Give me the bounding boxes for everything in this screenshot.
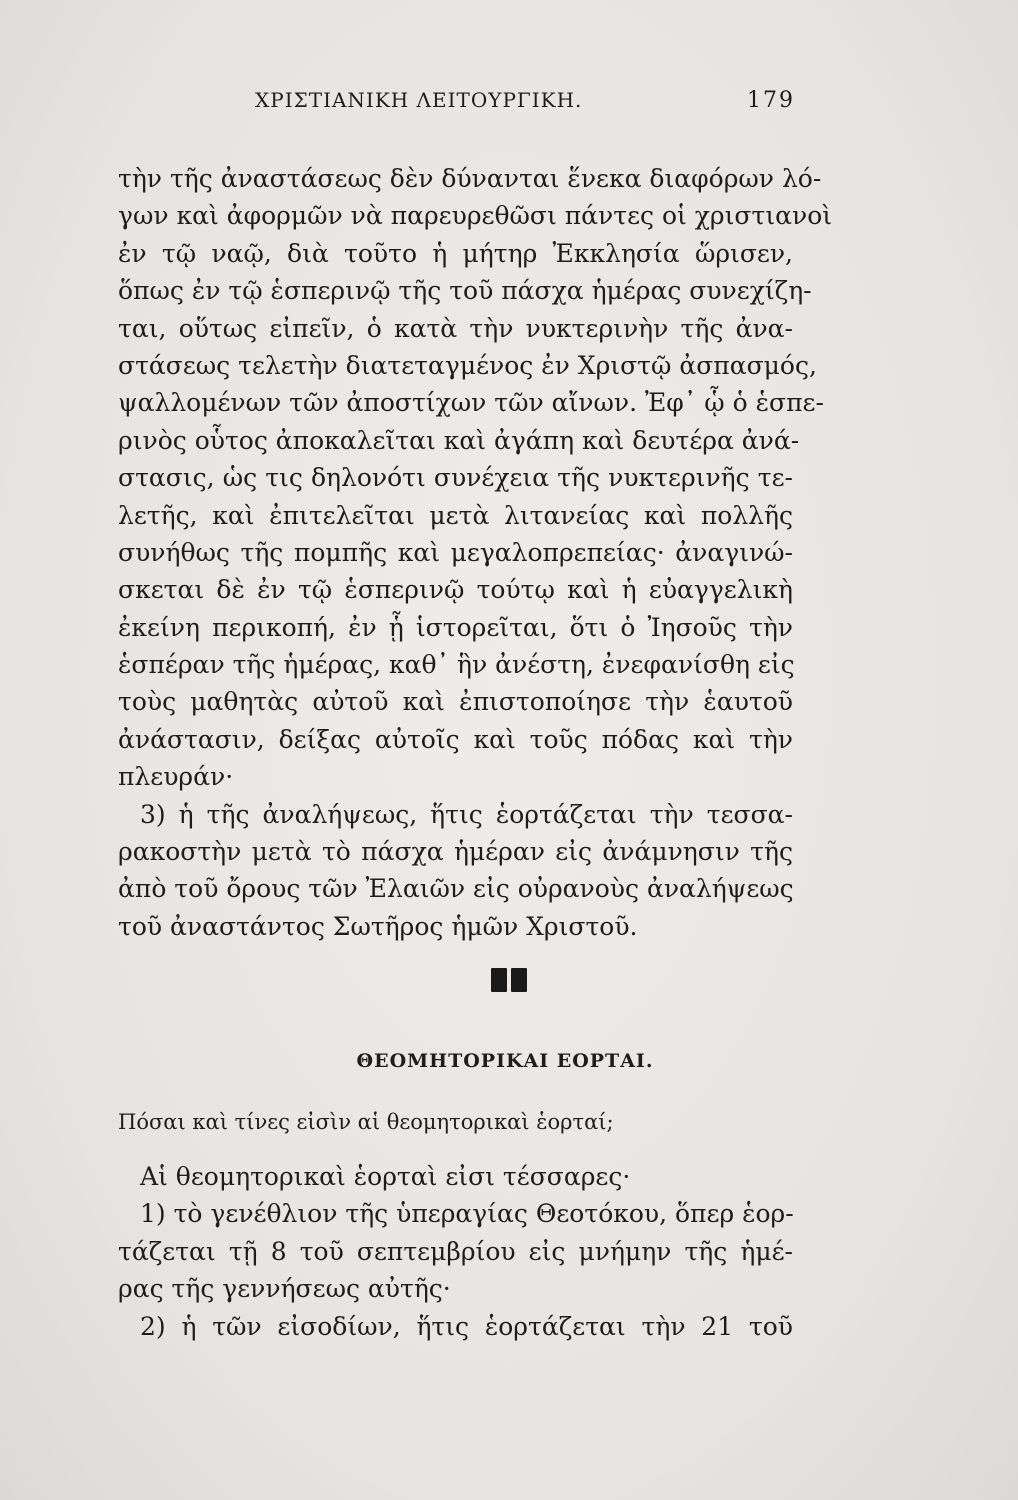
- text-line: ψαλλομένων τῶν ἀποστίχων τῶν αἴνων. Ἐφ᾽ ᾧ ὁ ἑσπε-: [118, 388, 824, 418]
- text-line: 1) τὸ γενέθλιον τῆς ὑπεραγίας Θεοτόκου, ὅπερ ἑορ-: [140, 1199, 794, 1229]
- text-line: 2) ἡ τῶν εἰσοδίων, ἥτις ἑορτάζεται τὴν 21 τοῦ: [140, 1311, 793, 1341]
- section-title: ΘΕΟΜΗΤΟΡΙΚΑΙ ΕΟΡΤΑΙ.: [356, 1050, 654, 1072]
- text-line: ἐν τῷ ναῷ, διὰ τοῦτο ἡ μήτηρ Ἐκκλησία ὥρισεν,: [118, 238, 793, 268]
- page-number: 179: [747, 88, 795, 113]
- text-line: γων καὶ ἀφορμῶν νὰ παρευρεθῶσι πάντες οἱ χριστιανοὶ: [118, 201, 833, 231]
- text-line: στασις, ὡς τις δηλονότι συνέχεια τῆς νυκτερινῆς τε-: [118, 463, 793, 493]
- text-line: 3) ἡ τῆς ἀναλήψεως, ἥτις ἑορτάζεται τὴν τεσσα-: [140, 799, 793, 829]
- text-line: ρινὸς οὗτος ἀποκαλεῖται καὶ ἀγάπη καὶ δευτέρα ἀνά-: [118, 425, 800, 455]
- text-line: ρακοστὴν μετὰ τὸ πάσχα ἡμέραν εἰς ἀνάμνησιν τῆς: [118, 837, 793, 867]
- ornament-block: [511, 968, 527, 992]
- ornament-block: [491, 968, 507, 992]
- question-text: Πόσαι καὶ τίνες εἰσὶν αἱ θεομητορικαὶ ἑορταί;: [118, 1110, 614, 1134]
- text-line: στάσεως τελετὴν διατεταγμένος ἐν Χριστῷ ἀσπασμός,: [118, 350, 817, 380]
- text-line: ὅπως ἐν τῷ ἑσπερινῷ τῆς τοῦ πάσχα ἡμέρας συνεχίζη-: [118, 276, 812, 306]
- text-line: ἐκείνη περικοπή, ἐν ᾗ ἱστορεῖται, ὅτι ὁ Ἰησοῦς τὴν: [118, 612, 793, 642]
- header-title: ΧΡΙΣΤΙΑΝΙΚΗ ΛΕΙΤΟΥΡΓΙΚΗ.: [255, 88, 583, 112]
- text-line: ται, οὕτως εἰπεῖν, ὁ κατὰ τὴν νυκτερινὴν τῆς ἀνα-: [118, 313, 793, 343]
- text-line: ἑσπέραν τῆς ἡμέρας, καθ᾽ ἣν ἀνέστη, ἐνεφανίσθη εἰς: [118, 650, 795, 680]
- answer-paragraph: [118, 1158, 793, 1345]
- main-paragraph: [118, 160, 833, 945]
- text-line: λετῆς, καὶ ἐπιτελεῖται μετὰ λιτανείας καὶ πολλῆς: [118, 500, 793, 530]
- text-line: ἀνάστασιν, δείξας αὐτοῖς καὶ τοῦς πόδας καὶ τὴν: [118, 724, 793, 754]
- text-line: τοῦ ἀναστάντος Σωτῆρος ἡμῶν Χριστοῦ.: [118, 911, 638, 941]
- text-line: ρας τῆς γεννήσεως αὐτῆς·: [118, 1274, 451, 1304]
- text-line: τὴν τῆς ἀναστάσεως δὲν δύνανται ἕνεκα διαφόρων λό-: [118, 164, 822, 193]
- text-line: πλευράν·: [118, 762, 234, 792]
- text-line: σκεται δὲ ἐν τῷ ἑσπερινῷ τούτῳ καὶ ἡ εὐαγγελικὴ: [118, 575, 793, 605]
- text-line: τοὺς μαθητὰς αὐτοῦ καὶ ἐπιστοποίησε τὴν ἑαυτοῦ: [118, 687, 793, 717]
- section-ornament: [491, 968, 527, 992]
- text-line: Αἱ θεομητορικαὶ ἑορταὶ εἰσι τέσσαρες·: [140, 1162, 631, 1191]
- text-line: τάζεται τῇ 8 τοῦ σεπτεμβρίου εἰς μνήμην τῆς ἡμέ-: [118, 1236, 793, 1266]
- running-header: [255, 88, 795, 118]
- text-line: ἀπὸ τοῦ ὄρους τῶν Ἐλαιῶν εἰς οὐρανοὺς ἀναλήψεως: [118, 874, 794, 904]
- text-line: συνήθως τῆς πομπῆς καὶ μεγαλοπρεπείας· ἀναγινώ-: [118, 537, 793, 567]
